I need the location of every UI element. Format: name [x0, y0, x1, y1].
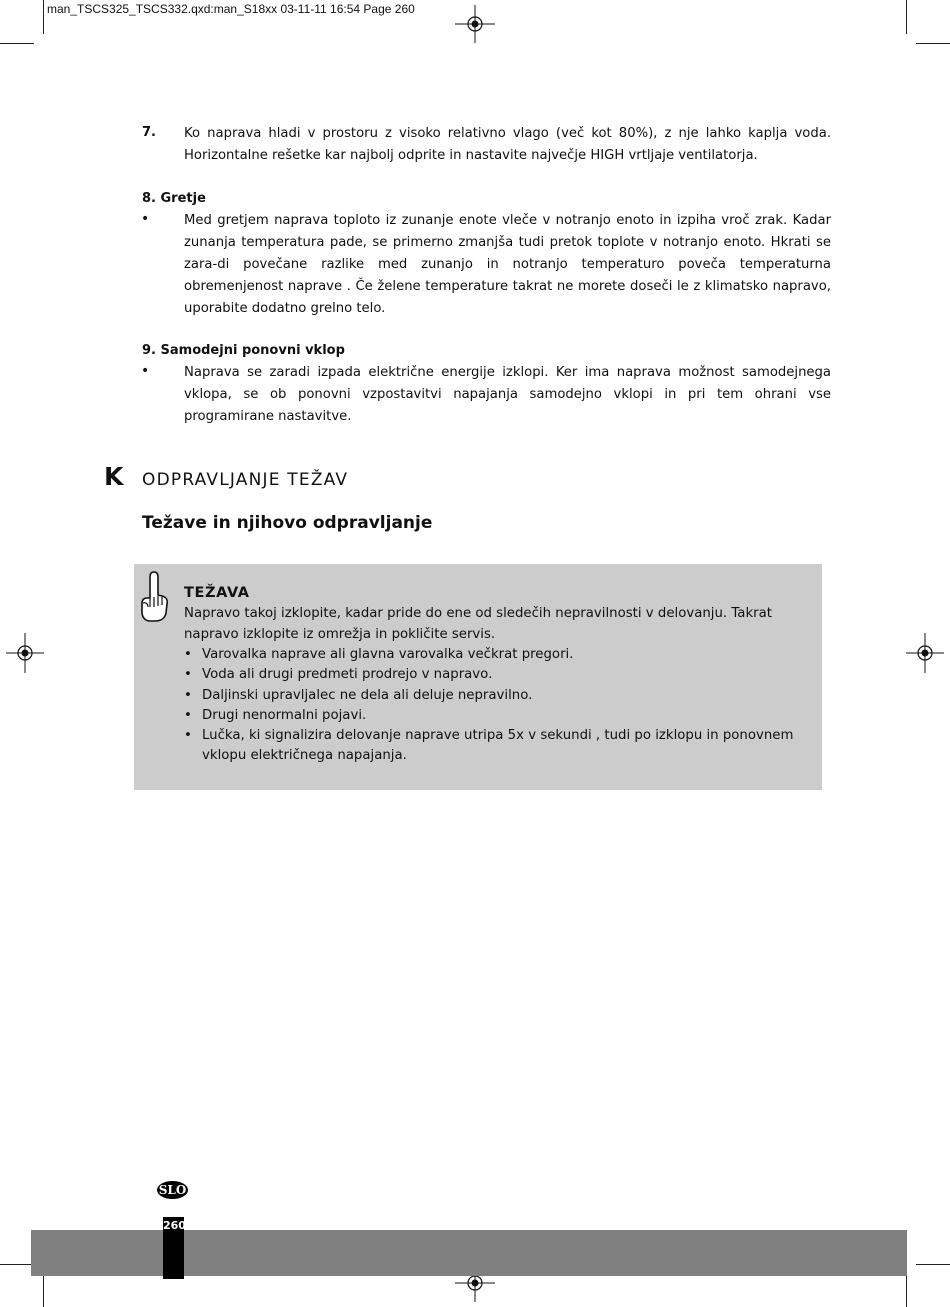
- list-item: • Lučka, ki signalizira delovanje naprave utripa 5x v sekundi , tudi po izklopu in ponovnem vklopu električnega napajanja.: [184, 728, 794, 764]
- language-badge: SLO: [158, 1183, 187, 1197]
- warning-box: [134, 564, 822, 790]
- pointing-hand-icon: [140, 569, 170, 623]
- section-subtitle: Težave in njihovo odpravljanje: [142, 513, 433, 533]
- warning-title: TEŽAVA: [184, 585, 250, 601]
- registration-mark-icon: [6, 633, 44, 673]
- registration-mark-icon: [455, 5, 495, 43]
- warning-list: [184, 645, 814, 767]
- list-item: • Varovalka naprave ali glavna varovalka večkrat pregori.: [184, 647, 574, 662]
- section-heading-auto-restart: 9. Samodejni ponovni vklop: [142, 343, 345, 358]
- item-number: 7.: [142, 125, 156, 140]
- item-7-text: Ko naprava hladi v prostoru z visoko relativno vlago (več kot 80%), z nje lahko kaplja voda. Horizontalne rešetke kar najbolj odprite in nastavite največje HIGH vrtljaje ventilatorja.: [184, 126, 831, 163]
- warning-intro-line-2: napravo izklopite iz omrežja in pokličite servis.: [184, 627, 496, 642]
- section-heading-gretje: 8. Gretje: [142, 191, 206, 206]
- bullet: •: [141, 363, 150, 379]
- warning-intro-line-1: Napravo takoj izklopite, kadar pride do ene od sledečih nepravilnosti v delovanju. Takrat: [184, 606, 772, 621]
- section-title: ODPRAVLJANJE TEŽAV: [142, 470, 349, 490]
- page-number: 260: [163, 1219, 186, 1232]
- registration-mark-icon: [906, 633, 944, 673]
- bullet: •: [141, 211, 150, 227]
- list-item: • Daljinski upravljalec ne dela ali deluje nepravilno.: [184, 687, 533, 703]
- section-8-text: Med gretjem naprava toploto iz zunanje enote vleče v notranjo enoto in izpiha vroč zrak. Kadar zunanja temperatura pade, se primerno zmanjša tudi pretok toplote v notranjo enoto. Hkrati se zara-di povečane razlike med zunanjo in notranjo temperaturo poveča temperaturna obremenjenost naprave . Če želene temperature takrat ne morete doseči le z klimatsko napravo, uporabite dodatno grelno telo.: [184, 213, 831, 316]
- list-item: • Drugi nenormalni pojavi.: [184, 707, 367, 723]
- list-item: • Voda ali drugi predmeti prodrejo v napravo.: [184, 667, 493, 683]
- print-slug: man_TSCS325_TSCS332.qxd:man_S18xx 03-11-11 16:54 Page 260: [47, 2, 415, 16]
- section-letter: K: [104, 462, 124, 491]
- section-9-text: Naprava se zaradi izpada električne energije izklopi. Ker ima naprava možnost samodejnega vklopa, se ob ponovni vzpostavitvi napajanja samodejno vklopi in pri tem ohrani vse programirane nastavitve.: [184, 365, 831, 424]
